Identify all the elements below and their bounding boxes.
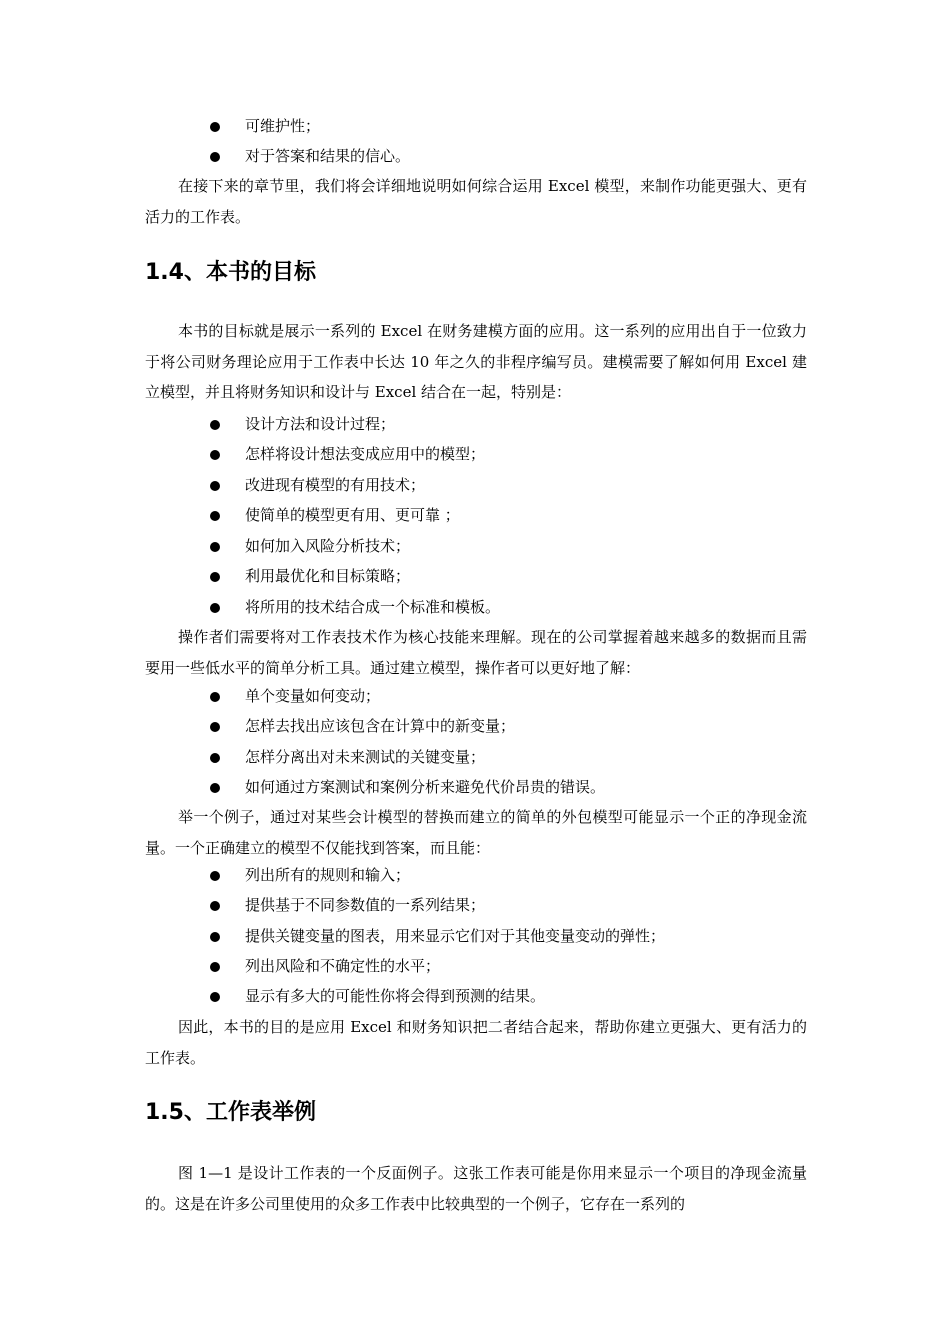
list-item-text: 将所用的技术结合成一个标准和模板。 bbox=[245, 598, 501, 616]
list-item-text: 怎样分离出对未来测试的关键变量； bbox=[245, 748, 486, 766]
bullet-icon bbox=[210, 962, 220, 972]
list-item-text: 列出所有的规则和输入； bbox=[245, 866, 411, 884]
list-item bbox=[210, 711, 810, 741]
list-item-text: 显示有多大的可能性你将会得到预测的结果。 bbox=[245, 987, 546, 1005]
paragraph-intro: 在接下来的章节里，我们将会详细地说明如何综合运用 Excel 模型，来制作功能更强大、更有活力的工作表。 bbox=[145, 177, 807, 226]
list-item bbox=[210, 470, 810, 500]
bullet-icon bbox=[210, 722, 220, 732]
bullet-icon bbox=[210, 932, 220, 942]
list-item bbox=[210, 951, 810, 981]
list-item-text: 对于答案和结果的信心。 bbox=[245, 147, 411, 165]
list-item bbox=[210, 772, 810, 802]
list-item-text: 使简单的模型更有用、更可靠 ； bbox=[245, 506, 460, 524]
list-item-text: 设计方法和设计过程； bbox=[245, 415, 396, 433]
list-item bbox=[210, 561, 810, 591]
list-item bbox=[210, 111, 810, 141]
list-item bbox=[210, 981, 810, 1011]
list-item bbox=[210, 681, 810, 711]
list-item bbox=[210, 500, 810, 530]
list-item bbox=[210, 890, 810, 920]
bullet-icon bbox=[210, 122, 220, 132]
bullet-icon bbox=[210, 783, 220, 793]
paragraph-goal: 本书的目标就是展示一系列的 Excel 在财务建模方面的应用。这一系列的应用出自于一位致力于将公司财务理论应用于工作表中长达 10 年之久的非程序编写员。建模需要了解如何用 Excel 建立模型，并且将财务知识和设计与 Excel 结合在一起，特别是： bbox=[145, 322, 807, 401]
list-item-text: 怎样将设计想法变成应用中的模型； bbox=[245, 445, 486, 463]
list-item bbox=[210, 409, 810, 439]
bullet-icon bbox=[210, 511, 220, 521]
bullet-icon bbox=[210, 542, 220, 552]
list-item bbox=[210, 439, 810, 469]
list-item-text: 如何加入风险分析技术； bbox=[245, 537, 411, 555]
bullet-icon bbox=[210, 603, 220, 613]
list-item-text: 列出风险和不确定性的水平； bbox=[245, 957, 441, 975]
paragraph-worksheet-example: 图 1—1 是设计工作表的一个反面例子。这张工作表可能是你用来显示一个项目的净现金流量的。这是在许多公司里使用的众多工作表中比较典型的一个例子，它存在一系列的 bbox=[145, 1164, 807, 1213]
list-item-text: 利用最优化和目标策略； bbox=[245, 567, 411, 585]
list-item bbox=[210, 921, 810, 951]
bullet-icon bbox=[210, 572, 220, 582]
bullet-icon bbox=[210, 420, 220, 430]
list-item-text: 可维护性； bbox=[245, 117, 321, 135]
bullet-icon bbox=[210, 450, 220, 460]
list-item-text: 怎样去找出应该包含在计算中的新变量； bbox=[245, 717, 516, 735]
paragraph-example: 举一个例子，通过对某些会计模型的替换而建立的简单的外包模型可能显示一个正的净现金流量。一个正确建立的模型不仅能找到答案，而且能： bbox=[145, 808, 807, 857]
list-item bbox=[210, 860, 810, 890]
bullet-icon bbox=[210, 481, 220, 491]
list-item bbox=[210, 742, 810, 772]
bullet-icon bbox=[210, 753, 220, 763]
list-item bbox=[210, 141, 810, 171]
list-item-text: 提供关键变量的图表，用来显示它们对于其他变量变动的弹性； bbox=[245, 927, 666, 945]
section-heading-1-4: 1.4、本书的目标 bbox=[145, 260, 316, 285]
paragraph-operators: 操作者们需要将对工作表技术作为核心技能来理解。现在的公司掌握着越来越多的数据而且需要用一些低水平的简单分析工具。通过建立模型，操作者可以更好地了解： bbox=[145, 628, 807, 677]
bullet-icon bbox=[210, 871, 220, 881]
bullet-icon bbox=[210, 152, 220, 162]
list-item bbox=[210, 531, 810, 561]
list-item bbox=[210, 592, 810, 622]
section-heading-1-5: 1.5、工作表举例 bbox=[145, 1100, 316, 1125]
bullet-icon bbox=[210, 692, 220, 702]
list-item-text: 提供基于不同参数值的一系列结果； bbox=[245, 896, 486, 914]
bullet-icon bbox=[210, 901, 220, 911]
bullet-icon bbox=[210, 992, 220, 1002]
list-item-text: 单个变量如何变动； bbox=[245, 687, 381, 705]
list-item-text: 改进现有模型的有用技术； bbox=[245, 476, 426, 494]
paragraph-conclusion: 因此，本书的目的是应用 Excel 和财务知识把二者结合起来，帮助你建立更强大、更有活力的工作表。 bbox=[145, 1018, 807, 1067]
list-item-text: 如何通过方案测试和案例分析来避免代价昂贵的错误。 bbox=[245, 778, 606, 796]
